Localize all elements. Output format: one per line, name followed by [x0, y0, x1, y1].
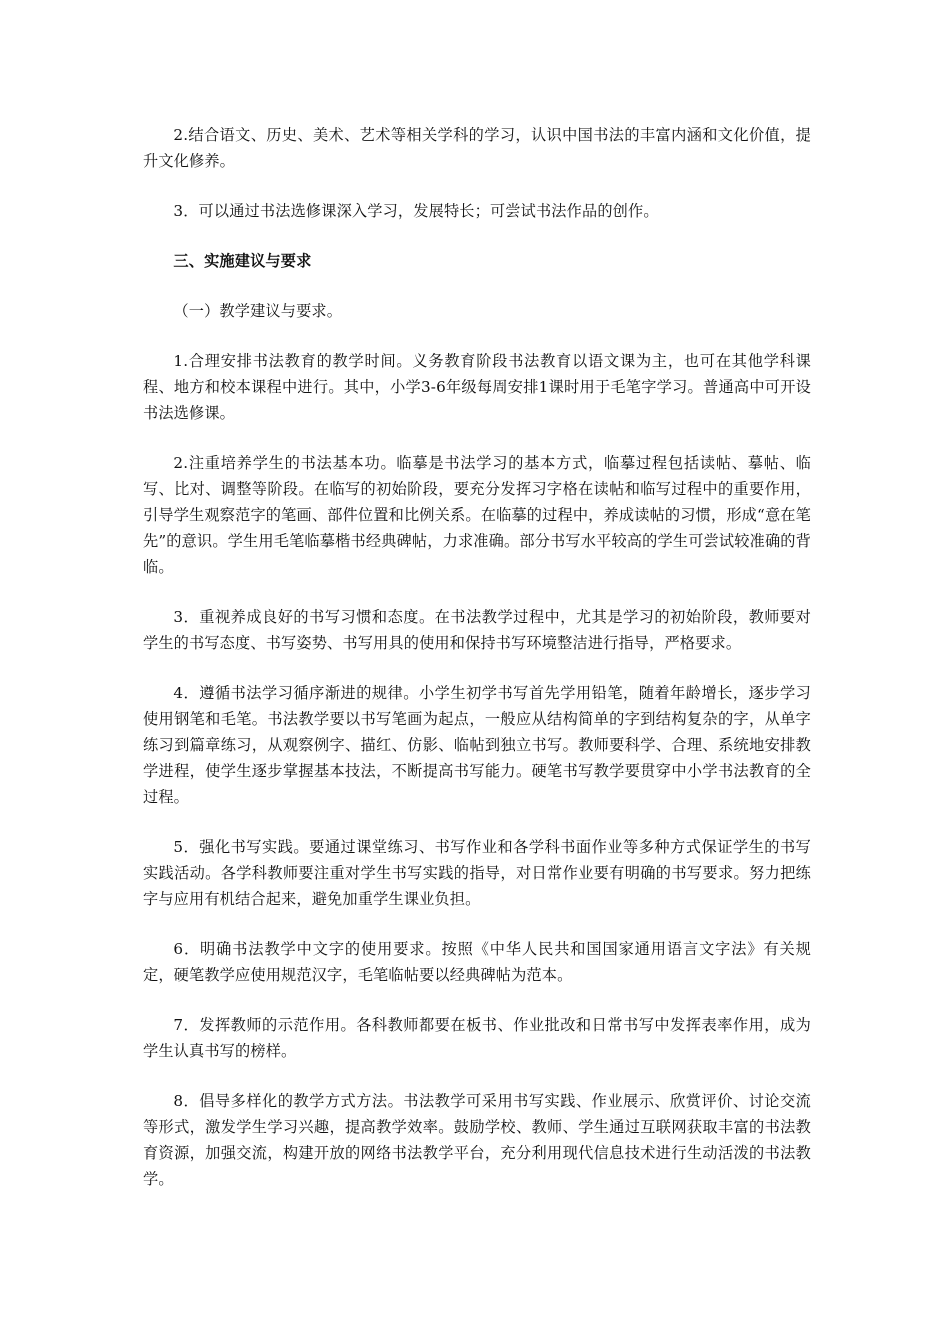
paragraph-item-5: 5．强化书写实践。要通过课堂练习、书写作业和各学科书面作业等多种方式保证学生的书写实践活动。各学科教师要注重对学生书写实践的指导，对日常作业要有明确的书写要求。努力把练字与应用有机结合起来，避免加重学生课业负担。: [143, 838, 811, 908]
paragraph-item-4: 4．遵循书法学习循序渐进的规律。小学生初学书写首先学用铅笔，随着年龄增长，逐步学习使用钢笔和毛笔。书法教学要以书写笔画为起点，一般应从结构简单的字到结构复杂的字，从单字练习到篇章练习，从观察例字、描红、仿影、临帖到独立书写。教师要科学、合理、系统地安排教学进程，使学生逐步掌握基本技法，不断提高书写能力。硬笔书写教学要贯穿中小学书法教育的全过程。: [143, 684, 811, 806]
paragraph-item-1: 1.合理安排书法教育的教学时间。义务教育阶段书法教育以语文课为主，也可在其他学科课程、地方和校本课程中进行。其中，小学3-6年级每周安排1课时用于毛笔字学习。普通高中可开设书法选修课。: [143, 352, 811, 422]
paragraph-item-2: 2.注重培养学生的书法基本功。临摹是书法学习的基本方式，临摹过程包括读帖、摹帖、临写、比对、调整等阶段。在临写的初始阶段，要充分发挥习字格在读帖和临写过程中的重要作用，引导学生观察范字的笔画、部件位置和比例关系。在临摹的过程中，养成读帖的习惯，形成“意在笔先”的意识。学生用毛笔临摹楷书经典碑帖，力求准确。部分书写水平较高的学生可尝试较准确的背临。: [143, 454, 811, 576]
paragraph-item-6: 6．明确书法教学中文字的使用要求。按照《中华人民共和国国家通用语言文字法》有关规定，硬笔教学应使用规范汉字，毛笔临帖要以经典碑帖为范本。: [143, 940, 811, 984]
subsection-heading: （一）教学建议与要求。: [173, 302, 343, 320]
paragraph-item-3: 3．重视养成良好的书写习惯和态度。在书法教学过程中，尤其是学习的初始阶段，教师要对学生的书写态度、书写姿势、书写用具的使用和保持书写环境整洁进行指导，严格要求。: [143, 608, 811, 652]
paragraph-goal-2: 2.结合语文、历史、美术、艺术等相关学科的学习，认识中国书法的丰富内涵和文化价值，提升文化修养。: [143, 126, 811, 170]
section-heading: 三、实施建议与要求: [173, 252, 312, 270]
paragraph-goal-3: 3．可以通过书法选修课深入学习，发展特长；可尝试书法作品的创作。: [173, 202, 659, 220]
paragraph-item-8: 8．倡导多样化的教学方式方法。书法教学可采用书写实践、作业展示、欣赏评价、讨论交流等形式，激发学生学习兴趣，提高教学效率。鼓励学校、教师、学生通过互联网获取丰富的书法教育资源，加强交流，构建开放的网络书法教学平台，充分利用现代信息技术进行生动活泼的书法教学。: [143, 1092, 811, 1188]
document-body: [143, 122, 811, 1192]
paragraph-item-7: 7．发挥教师的示范作用。各科教师都要在板书、作业批改和日常书写中发挥表率作用，成为学生认真书写的榜样。: [143, 1016, 811, 1060]
